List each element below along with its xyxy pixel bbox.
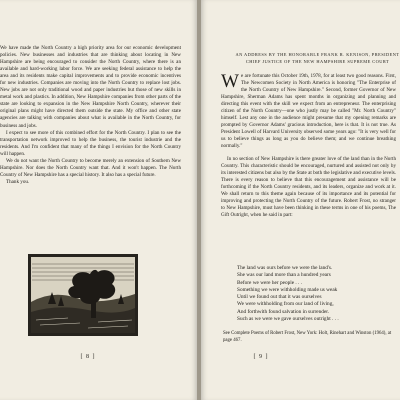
right-paragraph-1: e are fortunate this October 19th, 1978, for at least two good reasons. First, The Newcomen Society in North America is honoring "The Enterprise of the North Country of New Hampshire." Second, former Governor of New Hampshire, Sherman Adams has spent months in organizing and planning and directing this event with the skill we expect from an entrepreneur. The enterprising citizen of the North Country—one who justly may be called "Mr. North Country" himself. Lest any one in the audience might presume that my opening remarks are prompted by Governor Adams' gracious introduction, here is that. It is not true. As President Lowell of Harvard University observed some years ago: "It is very well for us to believe things as long as you do believe them; and we continue breathing normally." bbox=[221, 73, 396, 150]
left-paragraph-4: Thank you. bbox=[6, 178, 30, 185]
poem-line: She was our land more than a hundred years bbox=[237, 272, 331, 279]
poem-line: Until we found out that it was ourselves bbox=[237, 294, 322, 301]
address-header bbox=[235, 51, 400, 66]
header-line-2: CHIEF JUSTICE OF THE NEW HAMPSHIRE SUPREME COURT bbox=[245, 59, 390, 65]
poem-line: We were withholding from our land of living, bbox=[237, 301, 334, 308]
right-page bbox=[201, 0, 400, 400]
woodcut-illustration bbox=[28, 254, 138, 336]
right-page-body bbox=[221, 73, 396, 219]
left-page bbox=[0, 0, 197, 400]
footnote: See Complete Poems of Robert Frost, New York: Holt, Rinehart and Winston (1964), at page 467. bbox=[223, 331, 392, 343]
poem-line: Such as we were we gave ourselves outright . . . bbox=[237, 316, 339, 323]
poem-line: Something we were withholding made us weak bbox=[237, 286, 338, 293]
right-paragraph-2: In no section of New Hampshire is there greater love of the land than in the North Country. This characteristic should be encouraged, nurtured and assisted not only by its interested citizens but also by the State at both the legislative and executive levels. There is every reason to believe that this encouragement and assistance will be forthcoming if the North Country residents, and its leaders, organize and work at it. We shall return to this theme again because of its importance and its potential for improving and protecting the North Country of the future. Robert Frost, no stranger to New Hampshire, must have been thinking in these terms in one of his poems, The Gift Outright, when he said in part: bbox=[221, 155, 396, 218]
left-page-body bbox=[0, 45, 181, 186]
left-paragraph-3: We do not want the North Country to become merely an extension of Southern New Hampshire. Nor does the North Country want that. And it won't happen. The North Country of New Hampshire has a special history. It also has a special future. bbox=[0, 157, 181, 178]
drop-cap: W bbox=[221, 71, 239, 92]
poem-line: The land was ours before we were the land's. bbox=[237, 265, 333, 271]
left-paragraph-2: I expect to see more of this combined effort for the North Country. I plan to see the transportation network improved to help the business, the tourist industrie and the residents. And I'm confident that many of the things I envision for the North Country will happen. bbox=[0, 129, 181, 157]
page-number: [ 9 ] bbox=[253, 354, 269, 360]
page-number: [ 8 ] bbox=[80, 354, 96, 360]
poem-quotation bbox=[237, 265, 387, 323]
poem-line: Before we were her people . . . bbox=[237, 279, 303, 286]
left-paragraph-1: We have made the North Country a high priority area for our economic development policies. New businesses and industries that are thinking about locating in New Hampshire are being encouraged to consider the North Country, where there is an available and hard-working labor force. We are seeking federal assistance to help the area and its residents make capital improvements and to provide economic incentives for new industries. Companies are moving into the North Country to replace lost jobs. New jobs are not only traditional wood and paper industries but those of new skills in metal work and plastics. In addition, New Hampshire companies from other parts of the state are looking to expansion in the New Hampshire North Country, wherever their original plans might have directed them outside the state. My office and other state agencies are talking with companies about what is available in the North Country, for business and jobs. bbox=[0, 45, 181, 129]
poem-line: And forthwith found salvation in surrender. bbox=[237, 308, 330, 315]
header-line-1: AN ADDRESS BY THE HONORABLE FRANK R. KENISON, PRESIDENT bbox=[235, 52, 400, 57]
